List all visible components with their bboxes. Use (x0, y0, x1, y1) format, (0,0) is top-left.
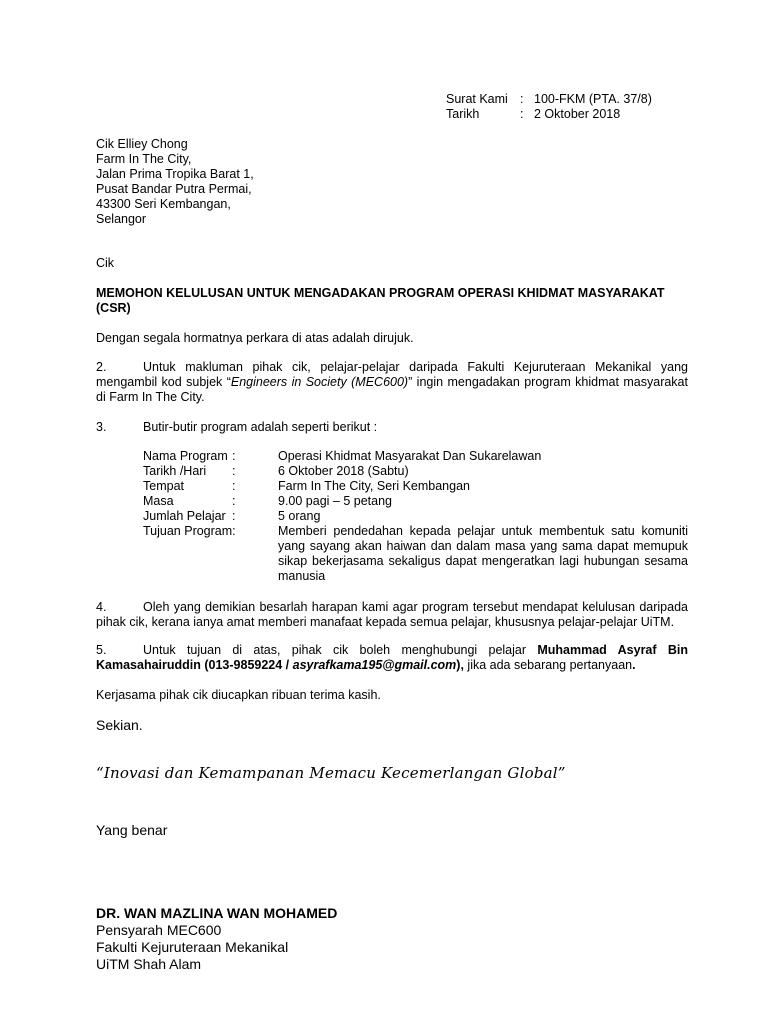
student-name-contact: Kamasahairuddin (013-9859224 / (96, 658, 293, 672)
recipient-address (96, 137, 254, 227)
subject-line-2: (CSR) (96, 301, 131, 315)
student-name: Muhammad Asyraf Bin (537, 643, 688, 657)
paragraph-number: 2. (96, 360, 107, 374)
paragraph-number: 4. (96, 600, 107, 614)
objective-line: Memberi pendedahan kepada pelajar untuk membentuk satu komuniti (278, 524, 688, 538)
paragraph-4-line-1: Oleh yang demikian besarlah harapan kami agar program tersebut mendapat kelulusan daripada (143, 600, 688, 614)
recipient-line: Jalan Prima Tropika Barat 1, (96, 167, 254, 181)
detail-value: Farm In The City, Seri Kembangan (278, 479, 470, 493)
date-label: Tarikh (446, 107, 480, 121)
paragraph-2-line-1: Untuk makluman pihak cik, pelajar-pelajar daripada Fakulti Kejuruteraan Mekanikal yang (143, 360, 688, 374)
paragraph-3-text: Butir-butir program adalah seperti berikut : (143, 420, 378, 434)
detail-row (143, 449, 690, 464)
recipient-line: 43300 Seri Kembangan, (96, 197, 231, 211)
detail-colon: : (232, 464, 236, 478)
paragraph-number: 3. (96, 420, 107, 434)
detail-label: Tarikh /Hari (143, 464, 207, 478)
signatory-campus: UiTM Shah Alam (96, 956, 202, 972)
objective-value (278, 524, 688, 584)
detail-label: Nama Program (143, 449, 228, 463)
detail-colon: : (232, 509, 236, 523)
motto: “Inovasi dan Kemampanan Memacu Kecemerlangan Global” (96, 764, 566, 782)
detail-label: Jumlah Pelajar (143, 509, 226, 523)
detail-label: Tempat (143, 479, 184, 493)
recipient-line: Pusat Bandar Putra Permai, (96, 182, 252, 196)
objective-label: Tujuan Program: (143, 524, 236, 538)
paragraph-5-period: . (632, 658, 636, 672)
signatory-faculty: Fakulti Kejuruteraan Mekanikal (96, 939, 289, 955)
subject-line-1: MEMOHON KELULUSAN UNTUK MENGADAKAN PROGRAM OPERASI KHIDMAT MASYARAKAT (96, 286, 665, 300)
paragraph-5-line-2-post: jika ada sebarang pertanyaan (463, 658, 633, 672)
paragraph-2 (96, 360, 688, 405)
objective-line: sikap bekerjasama sekaligus dapat mengeratkan lagi hubungan sesama (278, 554, 688, 568)
program-details (143, 449, 690, 584)
detail-row-objective (143, 524, 690, 584)
signatory-name: DR. WAN MAZLINA WAN MOHAMED (96, 905, 338, 921)
our-ref-label: Surat Kami (446, 92, 508, 106)
our-ref-colon: : (520, 92, 524, 106)
sekian-text: Sekian. (96, 717, 143, 733)
detail-row (143, 479, 690, 494)
paragraph-2-line-2-post: ” ingin mengadakan program khidmat masyarakat (408, 375, 688, 389)
detail-row (143, 509, 690, 524)
reference-block (0, 92, 768, 124)
objective-line: manusia (278, 569, 326, 583)
detail-value: 9.00 pagi – 5 petang (278, 494, 392, 508)
opening-paragraph: Dengan segala hormatnya perkara di atas adalah dirujuk. (96, 331, 414, 345)
our-ref-value: 100-FKM (PTA. 37/8) (534, 92, 652, 106)
recipient-line: Selangor (96, 212, 147, 226)
paragraph-number: 5. (96, 643, 107, 657)
paragraph-2-line-2-pre: mengambil kod subjek “ (96, 375, 231, 389)
detail-value: Operasi Khidmat Masyarakat Dan Sukarelawan (278, 449, 542, 463)
date-colon: : (520, 107, 524, 121)
subject-code-text: Engineers in Society (MEC600) (230, 375, 409, 389)
contact-close: ), (456, 658, 464, 672)
paragraph-5-line-1-pre: Untuk tujuan di atas, pihak cik boleh menghubungi pelajar (143, 643, 538, 657)
detail-colon: : (232, 449, 236, 463)
detail-value: 5 orang (278, 509, 321, 523)
recipient-line: Farm In The City, (96, 152, 192, 166)
detail-colon: : (232, 479, 236, 493)
closing: Yang benar (96, 822, 168, 838)
signature-block (96, 905, 337, 973)
paragraph-4 (96, 600, 688, 630)
paragraph-2-line-3: di Farm In The City. (96, 390, 205, 404)
detail-colon: : (232, 494, 236, 508)
recipient-line: Cik Elliey Chong (96, 137, 188, 151)
detail-row (143, 464, 690, 479)
date-value: 2 Oktober 2018 (534, 107, 621, 121)
detail-label: Masa (143, 494, 174, 508)
detail-row (143, 494, 690, 509)
paragraph-5 (96, 643, 688, 673)
subject (96, 286, 665, 316)
thanks-paragraph: Kerjasama pihak cik diucapkan ribuan terima kasih. (96, 688, 381, 702)
paragraph-3 (96, 420, 377, 435)
salutation: Cik (96, 256, 115, 270)
paragraph-4-line-2: pihak cik, kerana ianya amat memberi manafaat kepada semua pelajar, khususnya pelajar-pelajar UiTM. (96, 615, 675, 629)
objective-line: yang sayang akan haiwan dan dalam masa yang sama dapat memupuk (278, 539, 688, 553)
student-email: asyrafkama195@gmail.com (292, 658, 457, 672)
detail-value: 6 Oktober 2018 (Sabtu) (278, 464, 409, 478)
signatory-title: Pensyarah MEC600 (96, 922, 222, 938)
